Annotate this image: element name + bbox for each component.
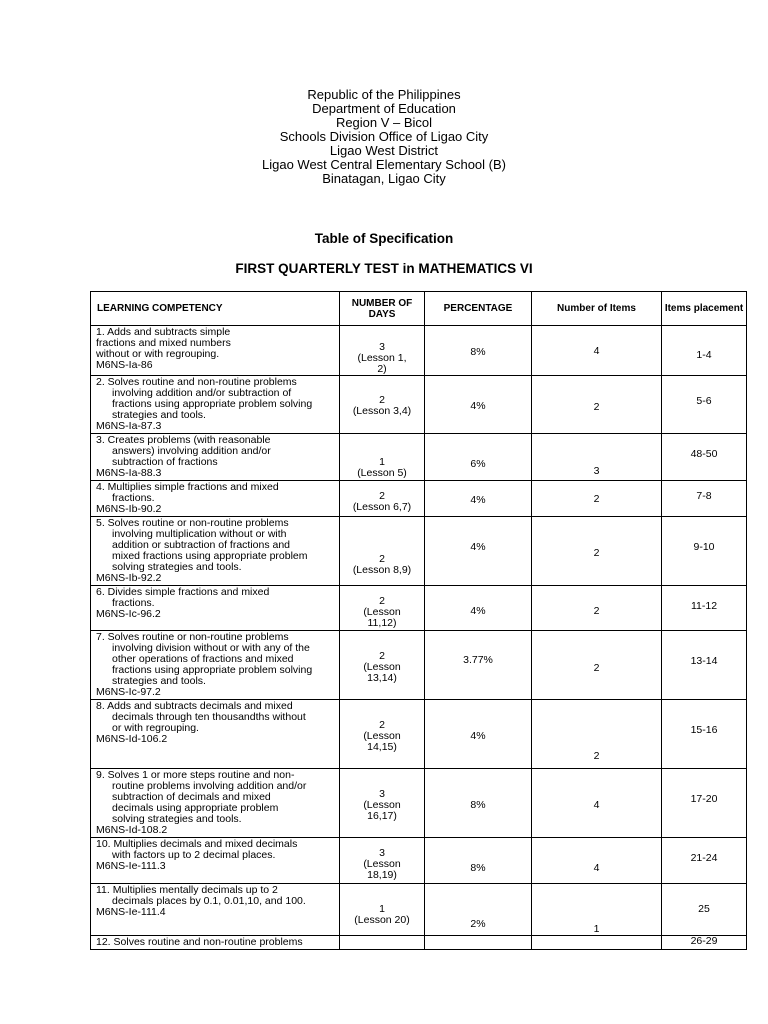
header-line: Ligao West District [329, 143, 439, 158]
items-value: 2 [593, 662, 600, 674]
days-cell [340, 481, 425, 517]
lesson-label: (Lesson 11,12) [363, 606, 401, 629]
competency-text: 9. Solves 1 or more steps routine and non- [96, 769, 295, 781]
items-value: 2 [593, 401, 600, 413]
days-value: 1 [379, 456, 385, 468]
header-line: Republic of the Philippines [307, 87, 461, 102]
table-row [91, 326, 747, 376]
header-items: Number of Items [532, 292, 662, 326]
items-value: 2 [593, 605, 600, 617]
competency-text: involving addition and/or subtraction of [112, 387, 292, 399]
header-line: Schools Division Office of Ligao City [279, 129, 489, 144]
competency-text: 6. Divides simple fractions and mixed [96, 586, 270, 598]
days-value: 3 [379, 788, 385, 800]
competency-code: M6NS-Ia-86 [96, 359, 153, 371]
placement-value: 21-24 [690, 852, 718, 864]
days-value: 1 [379, 903, 385, 915]
document-subtitle: FIRST QUARTERLY TEST in MATHEMATICS VI [235, 261, 533, 276]
placement-value: 7-8 [696, 490, 712, 502]
competency-cell [91, 481, 340, 517]
table-row [91, 769, 747, 838]
competency-text: solving strategies and tools. [112, 813, 242, 825]
header-percentage: PERCENTAGE [425, 292, 532, 326]
competency-code: M6NS-Ie-111.4 [96, 906, 166, 918]
percentage-value: 4% [470, 605, 486, 617]
competency-code: M6NS-Ic-97.2 [96, 686, 161, 698]
days-cell [340, 838, 425, 884]
competency-cell [91, 326, 340, 376]
competency-text: fractions. [112, 492, 155, 504]
percentage-cell [425, 838, 532, 884]
placement-value: 48-50 [690, 448, 718, 460]
competency-code: M6NS-Ia-87.3 [96, 420, 162, 432]
percentage-value: 8% [470, 862, 486, 874]
competency-text: without or with regrouping. [96, 348, 220, 360]
percentage-value: 3.77% [463, 654, 493, 666]
items-cell [532, 838, 662, 884]
percentage-cell [425, 884, 532, 936]
table-row [91, 936, 747, 950]
lesson-label: (Lesson 8,9) [352, 564, 412, 576]
competency-cell [91, 434, 340, 481]
competency-code: M6NS-Ia-88.3 [96, 467, 162, 479]
competency-text: strategies and tools. [112, 409, 206, 421]
items-value: 2 [593, 547, 600, 559]
competency-text: mixed fractions using appropriate problem [112, 550, 308, 562]
items-cell [532, 884, 662, 936]
items-cell [532, 326, 662, 376]
days-value: 2 [379, 490, 385, 502]
days-cell [340, 517, 425, 586]
competency-text: other operations of fractions and mixed [112, 653, 294, 665]
percentage-cell [425, 326, 532, 376]
days-value: 2 [379, 650, 385, 662]
placement-cell [662, 434, 747, 481]
percentage-value: 8% [470, 346, 486, 358]
items-cell [532, 631, 662, 700]
header-placement: Items placement [662, 292, 747, 326]
lesson-label: (Lesson 18,19) [363, 858, 401, 881]
days-value: 2 [379, 394, 385, 406]
lesson-label: (Lesson 13,14) [363, 661, 401, 684]
placement-cell [662, 376, 747, 434]
competency-text: 10. Multiplies decimals and mixed decimals [96, 838, 298, 850]
table-row [91, 838, 747, 884]
table-row [91, 376, 747, 434]
header-days: NUMBER OF DAYS [340, 292, 425, 326]
percentage-value: 2% [470, 918, 486, 930]
table-row [91, 481, 747, 517]
competency-text: fractions using appropriate problem solving [112, 664, 313, 676]
items-value: 4 [593, 799, 600, 811]
items-cell [532, 936, 662, 950]
placement-cell [662, 631, 747, 700]
placement-cell [662, 326, 747, 376]
table-row [91, 586, 747, 631]
competency-code: M6NS-Id-108.2 [96, 824, 168, 836]
competency-cell [91, 631, 340, 700]
competency-code: M6NS-Ib-90.2 [96, 503, 162, 515]
days-value: 2 [379, 595, 385, 607]
table-body [91, 326, 747, 950]
placement-value: 17-20 [690, 793, 718, 805]
items-cell [532, 517, 662, 586]
percentage-cell [425, 376, 532, 434]
days-cell [340, 631, 425, 700]
lesson-label: (Lesson 3,4) [352, 405, 412, 417]
table-row [91, 700, 747, 769]
items-value: 3 [593, 465, 600, 477]
competency-text: addition or subtraction of fractions and [112, 539, 291, 551]
placement-value: 13-14 [690, 655, 718, 667]
lesson-label: (Lesson 20) [354, 914, 410, 926]
competency-text: fractions and mixed numbers [96, 337, 231, 349]
header-competency: LEARNING COMPETENCY [91, 292, 340, 326]
percentage-value: 6% [470, 458, 486, 470]
competency-text: routine problems involving addition and/or [112, 780, 307, 792]
competency-code: M6NS-Id-106.2 [96, 733, 168, 745]
competency-cell [91, 700, 340, 769]
items-value: 4 [593, 862, 600, 874]
days-cell [340, 769, 425, 838]
items-value: 2 [593, 493, 600, 505]
percentage-cell [425, 586, 532, 631]
competency-text: 4. Multiplies simple fractions and mixed [96, 481, 279, 493]
competency-text: decimals through ten thousandths without [112, 711, 306, 723]
placement-cell [662, 936, 747, 950]
days-cell [340, 586, 425, 631]
competency-text: 8. Adds and subtracts decimals and mixed [96, 700, 293, 712]
days-value: 3 [379, 847, 385, 859]
competency-text: 11. Multiplies mentally decimals up to 2 [96, 884, 278, 896]
header-line: Department of Education [312, 101, 456, 116]
items-value: 2 [593, 750, 600, 762]
percentage-cell [425, 434, 532, 481]
lesson-label: (Lesson 16,17) [363, 799, 401, 822]
lesson-label: (Lesson 6,7) [352, 501, 412, 513]
placement-value: 9-10 [693, 541, 715, 553]
percentage-cell [425, 769, 532, 838]
header-line: Region V – Bicol [335, 115, 433, 130]
competency-text: fractions. [112, 597, 155, 609]
placement-cell [662, 884, 747, 936]
percentage-cell [425, 936, 532, 950]
percentage-value: 4% [470, 494, 486, 506]
header-line: Ligao West Central Elementary School (B) [262, 157, 506, 172]
placement-cell [662, 586, 747, 631]
competency-text: solving strategies and tools. [112, 561, 242, 573]
items-cell [532, 586, 662, 631]
placement-cell [662, 517, 747, 586]
days-value: 3 [379, 341, 385, 353]
competency-text: answers) involving addition and/or [112, 445, 271, 457]
competency-text: 3. Creates problems (with reasonable [96, 434, 271, 446]
competency-cell [91, 838, 340, 884]
competency-text: 1. Adds and subtracts simple [96, 326, 231, 338]
table-row [91, 434, 747, 481]
competency-text: 7. Solves routine or non-routine problems [96, 631, 289, 643]
competency-text: 5. Solves routine or non-routine problems [96, 517, 289, 529]
competency-text: with factors up to 2 decimal places. [112, 849, 276, 861]
competency-text: decimals places by 0.1, 0.01,10, and 100. [112, 895, 306, 907]
competency-text: or with regrouping. [112, 722, 199, 734]
table-row [91, 517, 747, 586]
placement-cell [662, 838, 747, 884]
competency-cell [91, 517, 340, 586]
days-value: 2 [379, 553, 385, 565]
competency-code: M6NS-Ic-96.2 [96, 608, 161, 620]
competency-cell [91, 376, 340, 434]
competency-code: M6NS-Ib-92.2 [96, 572, 162, 584]
specification-table [90, 291, 747, 950]
lesson-label: (Lesson 14,15) [363, 730, 401, 753]
placement-value: 25 [698, 903, 710, 915]
percentage-cell [425, 517, 532, 586]
days-cell [340, 376, 425, 434]
competency-text: subtraction of decimals and mixed [112, 791, 271, 803]
competency-text: subtraction of fractions [112, 456, 218, 468]
competency-cell [91, 884, 340, 936]
items-value: 4 [593, 345, 600, 357]
percentage-value: 4% [470, 730, 486, 742]
placement-cell [662, 481, 747, 517]
competency-text: decimals using appropriate problem [112, 802, 279, 814]
competency-text: 2. Solves routine and non-routine problems [96, 376, 297, 388]
table-row [91, 884, 747, 936]
placement-cell [662, 700, 747, 769]
percentage-value: 8% [470, 799, 486, 811]
lesson-label: (Lesson 1, 2) [357, 352, 407, 375]
document-header [0, 88, 768, 186]
percentage-value: 4% [470, 541, 486, 553]
items-cell [532, 769, 662, 838]
days-value: 2 [379, 719, 385, 731]
items-value: 1 [593, 923, 600, 935]
competency-text: involving multiplication without or with [112, 528, 287, 540]
days-cell [340, 326, 425, 376]
competency-cell [91, 586, 340, 631]
placement-value: 1-4 [696, 349, 712, 361]
items-cell [532, 700, 662, 769]
days-cell [340, 700, 425, 769]
competency-text: fractions using appropriate problem solving [112, 398, 313, 410]
table-header-row [91, 292, 747, 326]
percentage-cell [425, 481, 532, 517]
days-cell [340, 884, 425, 936]
lesson-label: (Lesson 5) [357, 467, 407, 479]
placement-value: 5-6 [696, 395, 712, 407]
percentage-cell [425, 700, 532, 769]
competency-text: strategies and tools. [112, 675, 206, 687]
table-row [91, 631, 747, 700]
competency-text: 12. Solves routine and non-routine problems [96, 936, 303, 948]
placement-value: 15-16 [690, 724, 718, 736]
percentage-cell [425, 631, 532, 700]
percentage-value: 4% [470, 400, 486, 412]
days-cell [340, 434, 425, 481]
items-cell [532, 481, 662, 517]
items-cell [532, 376, 662, 434]
competency-cell [91, 769, 340, 838]
items-cell [532, 434, 662, 481]
days-cell [340, 936, 425, 950]
competency-text: involving division without or with any of the [112, 642, 310, 654]
document-title: Table of Specification [314, 231, 454, 246]
competency-code: M6NS-Ie-111.3 [96, 860, 166, 872]
header-line: Binatagan, Ligao City [322, 171, 446, 186]
placement-value: 26-29 [690, 935, 718, 947]
placement-cell [662, 769, 747, 838]
competency-cell [91, 936, 340, 950]
placement-value: 11-12 [690, 600, 718, 612]
